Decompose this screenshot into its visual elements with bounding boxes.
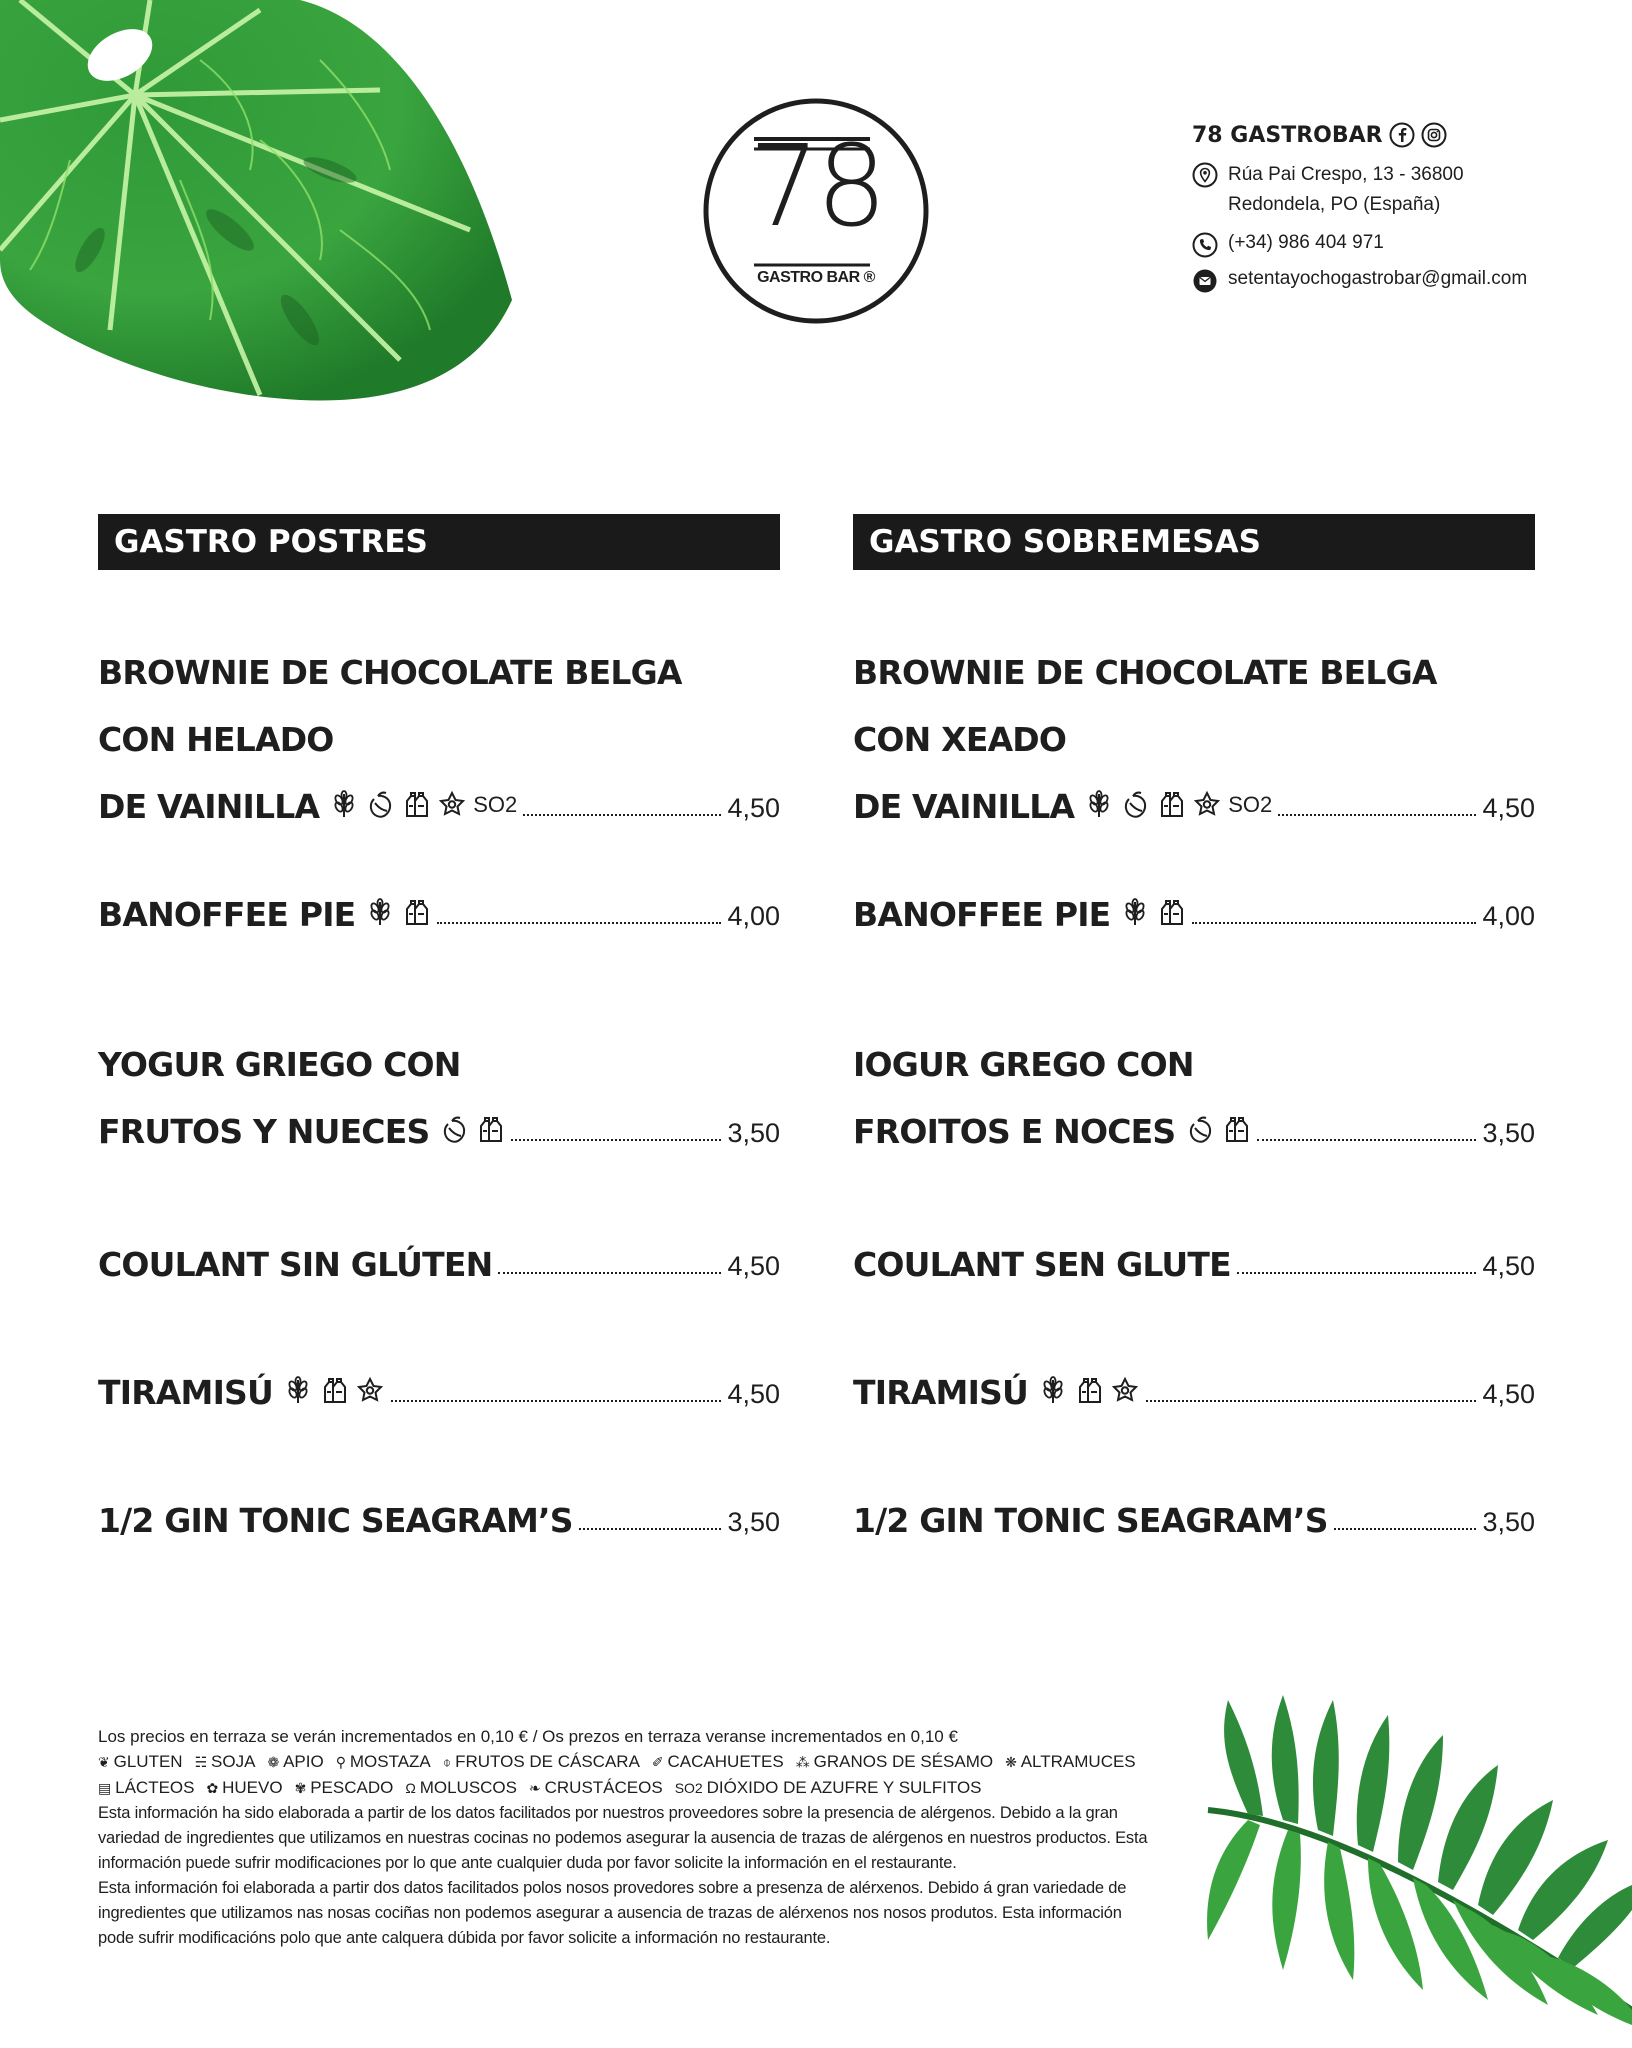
legend-label: GRANOS DE SÉSAMO: [813, 1752, 994, 1771]
allergen-icons: [1120, 898, 1186, 934]
dot-leader: [511, 1139, 721, 1141]
dairy-allergen-icon: [401, 790, 431, 820]
dot-leader: [1146, 1400, 1476, 1402]
menu-item-name: BROWNIE DE CHOCOLATE BELGA: [98, 653, 682, 692]
dot-leader: [498, 1272, 721, 1274]
legend-label: DIÓXIDO DE AZUFRE Y SULFITOS: [706, 1778, 982, 1797]
restaurant-logo: [700, 95, 932, 327]
menu-item-line: [98, 648, 780, 692]
dot-leader: [391, 1400, 721, 1402]
legend-label: LÁCTEOS: [115, 1778, 195, 1797]
legend-symbol-icon: ❁: [267, 1754, 284, 1770]
egg-allergen-icon: [1110, 1376, 1140, 1406]
address-line-1: Rúa Pai Crespo, 13 - 36800: [1228, 164, 1464, 185]
dot-leader: [1257, 1139, 1476, 1141]
legend-symbol-icon: ✐: [651, 1754, 668, 1770]
menu-item-line: [98, 1040, 780, 1084]
allergen-icons: [283, 1376, 385, 1412]
dairy-allergen-icon: [319, 1376, 349, 1406]
menu-item-price: 4,50: [1482, 793, 1535, 823]
dot-leader: [1278, 814, 1476, 816]
menu-item-name: YOGUR GRIEGO CON: [98, 1045, 461, 1084]
dot-leader: [523, 814, 721, 816]
legend-symbol-icon: ❦: [98, 1754, 114, 1770]
nuts-allergen-icon: [439, 1115, 469, 1145]
legend-symbol-icon: ❋: [1005, 1754, 1021, 1770]
menu-item-line: [853, 1368, 1535, 1412]
legend-item: [98, 1775, 194, 1801]
nuts-allergen-icon: [365, 790, 395, 820]
menu-item-price: 4,50: [727, 1251, 780, 1281]
menu-item-line: [98, 1496, 780, 1540]
menu-item-price: 4,00: [727, 901, 780, 931]
section-header-sobremesas: GASTRO SOBREMESAS: [853, 514, 1535, 570]
allergen-icons: [1185, 1115, 1251, 1151]
legend-item: [295, 1775, 394, 1801]
menu-item-price: 3,50: [727, 1118, 780, 1148]
menu-item-price: 3,50: [1482, 1507, 1535, 1537]
legend-label: CACAHUETES: [667, 1752, 784, 1771]
legend-item: [652, 1749, 784, 1775]
egg-allergen-icon: [355, 1376, 385, 1406]
dot-leader: [579, 1528, 722, 1530]
logo-number: 78: [748, 122, 884, 252]
menu-item-name: DE VAINILLA: [98, 787, 320, 826]
legend-item: [336, 1749, 431, 1775]
instagram-icon[interactable]: [1421, 122, 1447, 148]
menu-item-line: [853, 715, 1535, 759]
legend-item: [529, 1775, 663, 1801]
dot-leader: [1334, 1528, 1477, 1530]
menu-item-name: CON HELADO: [98, 720, 334, 759]
menu-item-name: COULANT SIN GLÚTEN: [98, 1245, 493, 1284]
legend-label: MOSTAZA: [349, 1752, 431, 1771]
allergen-icons: [365, 898, 431, 934]
legend-item: [267, 1749, 323, 1775]
dairy-allergen-icon: [1156, 898, 1186, 928]
legend-label: HUEVO: [222, 1778, 283, 1797]
nuts-allergen-icon: [1120, 790, 1150, 820]
menu-item-price: 3,50: [727, 1507, 780, 1537]
legend-item: [1005, 1749, 1136, 1775]
nuts-allergen-icon: [1185, 1115, 1215, 1145]
menu-item-name: BANOFFEE PIE: [98, 895, 356, 934]
legend-symbol-icon: ❧: [529, 1780, 545, 1796]
monstera-leaf-illustration: [0, 0, 520, 410]
menu-item-line: [853, 1040, 1535, 1084]
menu-item-line: [98, 715, 780, 759]
menu-item-price: 4,50: [727, 793, 780, 823]
phone-number[interactable]: (+34) 986 404 971: [1228, 232, 1384, 253]
legend-item: [796, 1749, 993, 1775]
legend-symbol-icon: ▤: [98, 1780, 116, 1796]
email-icon: [1192, 268, 1218, 294]
dairy-allergen-icon: [1074, 1376, 1104, 1406]
menu-item-name: DE VAINILLA: [853, 787, 1075, 826]
email-address[interactable]: setentayochogastrobar@gmail.com: [1228, 268, 1528, 289]
dot-leader: [437, 922, 721, 924]
legend-symbol-icon: ✿: [206, 1780, 223, 1796]
gluten-allergen-icon: [283, 1376, 313, 1406]
menu-item-price: 3,50: [1482, 1118, 1535, 1148]
menu-item-line: [853, 890, 1535, 934]
legend-symbol-icon: ⚲: [335, 1754, 350, 1770]
dot-leader: [1237, 1272, 1477, 1274]
section-header-postres: GASTRO POSTRES: [98, 514, 780, 570]
menu-item-line: [98, 782, 780, 826]
dairy-allergen-icon: [1156, 790, 1186, 820]
gluten-allergen-icon: [1084, 790, 1114, 820]
menu-item-name: FRUTOS Y NUECES: [98, 1112, 430, 1151]
legend-label: PESCADO: [310, 1778, 394, 1797]
legend-label: APIO: [283, 1752, 324, 1771]
menu-item-name: 1/2 GIN TONIC SEAGRAM’S: [853, 1501, 1328, 1540]
gluten-allergen-icon: [329, 790, 359, 820]
allergen-icons: [1084, 790, 1272, 826]
menu-item-line: [853, 1240, 1535, 1284]
egg-allergen-icon: [1192, 790, 1222, 820]
location-pin-icon: [1192, 162, 1218, 188]
menu-item-line: [853, 1107, 1535, 1151]
terrace-price-note: Los precios en terraza se verán incrementados en 0,10 € / Os prezos en terraza veranse incrementados en 0,10 €: [98, 1727, 958, 1746]
legend-label: GLUTEN: [113, 1752, 183, 1771]
menu-item-line: [853, 1496, 1535, 1540]
dot-leader: [1192, 922, 1476, 924]
menu-item-price: 4,50: [1482, 1251, 1535, 1281]
legend-label: SOJA: [211, 1752, 256, 1771]
dairy-allergen-icon: [1221, 1115, 1251, 1145]
egg-allergen-icon: [437, 790, 467, 820]
allergen-icons: [329, 790, 517, 826]
contact-name: 78 GASTROBAR: [1192, 122, 1383, 148]
legend-item: [98, 1749, 183, 1775]
legend-symbol-icon: ⁂: [795, 1754, 814, 1770]
legend-item: [206, 1775, 282, 1801]
legend-symbol-icon: SO2: [674, 1780, 707, 1796]
allergen-icons: [1038, 1376, 1140, 1412]
menu-item-name: TIRAMISÚ: [853, 1373, 1029, 1412]
legend-label: FRUTOS DE CÁSCARA: [455, 1752, 640, 1771]
legend-item: [675, 1775, 982, 1801]
legend-symbol-icon: Ω: [405, 1780, 420, 1796]
menu-item-name: 1/2 GIN TONIC SEAGRAM’S: [98, 1501, 573, 1540]
allergen-legend: [98, 1749, 1178, 1801]
legend-item: [405, 1775, 517, 1801]
menu-item-name: CON XEADO: [853, 720, 1067, 759]
legend-label: CRUSTÁCEOS: [544, 1778, 663, 1797]
menu-item-name: FROITOS E NOCES: [853, 1112, 1176, 1151]
gluten-allergen-icon: [365, 898, 395, 928]
menu-item-name: TIRAMISÚ: [98, 1373, 274, 1412]
legend-item: [195, 1749, 256, 1775]
legend-label: MOLUSCOS: [419, 1778, 517, 1797]
menu-item-line: [98, 1107, 780, 1151]
address-line-2: Redondela, PO (España): [1228, 194, 1441, 215]
menu-item-price: 4,50: [1482, 1379, 1535, 1409]
menu-item-line: [853, 648, 1535, 692]
allergen-icons: [439, 1115, 505, 1151]
phone-icon: [1192, 232, 1218, 258]
menu-item-line: [98, 1240, 780, 1284]
menu-item-line: [853, 782, 1535, 826]
gluten-allergen-icon: [1120, 898, 1150, 928]
so2-sulfites-icon: SO2: [473, 792, 518, 817]
menu-item-price: 4,00: [1482, 901, 1535, 931]
dairy-allergen-icon: [401, 898, 431, 928]
logo-subtitle: GASTRO BAR ®: [757, 269, 875, 286]
gluten-allergen-icon: [1038, 1376, 1068, 1406]
menu-item-price: 4,50: [727, 1379, 780, 1409]
allergen-info-gl: Esta información foi elaborada a partir dos datos facilitados polos nosos provedores sobre a presenza de alérxenos. Debido á gran variedade de ingredientes que utilizamos nas nosas cociñas non podemos asegurar a ausencia de trazas de alérxenos nos nosos produtos. Esta información pode sufrir modificacións polo que ante calquera dúbida por favor solicite a información no restaurante.: [98, 1879, 1127, 1947]
so2-sulfites-icon: SO2: [1228, 792, 1273, 817]
menu-item-line: [98, 1368, 780, 1412]
menu-item-name: BROWNIE DE CHOCOLATE BELGA: [853, 653, 1437, 692]
legend-symbol-icon: ☵: [194, 1754, 212, 1770]
dairy-allergen-icon: [475, 1115, 505, 1145]
contact-info: [1192, 118, 1527, 294]
allergen-info-es: Esta información ha sido elaborada a partir de los datos facilitados por nuestros proveedores sobre la presencia de alérgenos. Debido a la gran variedad de ingredientes que utilizamos en nuestras cocinas no podemos asegurar la ausencia de trazas de alérgenos en nuestros productos. Esta información puede sufrir modificaciones por lo que ante cualquier duda por favor solicite la información en el restaurante.: [98, 1804, 1148, 1872]
menu-item-name: BANOFFEE PIE: [853, 895, 1111, 934]
allergen-footer: [98, 1724, 1178, 1951]
legend-item: [443, 1749, 640, 1775]
palm-leaf-illustration: [1188, 1680, 1632, 2048]
facebook-icon[interactable]: [1389, 122, 1415, 148]
legend-symbol-icon: ✾: [294, 1780, 311, 1796]
menu-item-line: [98, 890, 780, 934]
legend-label: ALTRAMUCES: [1020, 1752, 1136, 1771]
menu-item-name: COULANT SEN GLUTE: [853, 1245, 1231, 1284]
menu-item-name: IOGUR GREGO CON: [853, 1045, 1194, 1084]
legend-symbol-icon: ⌽: [442, 1754, 456, 1770]
